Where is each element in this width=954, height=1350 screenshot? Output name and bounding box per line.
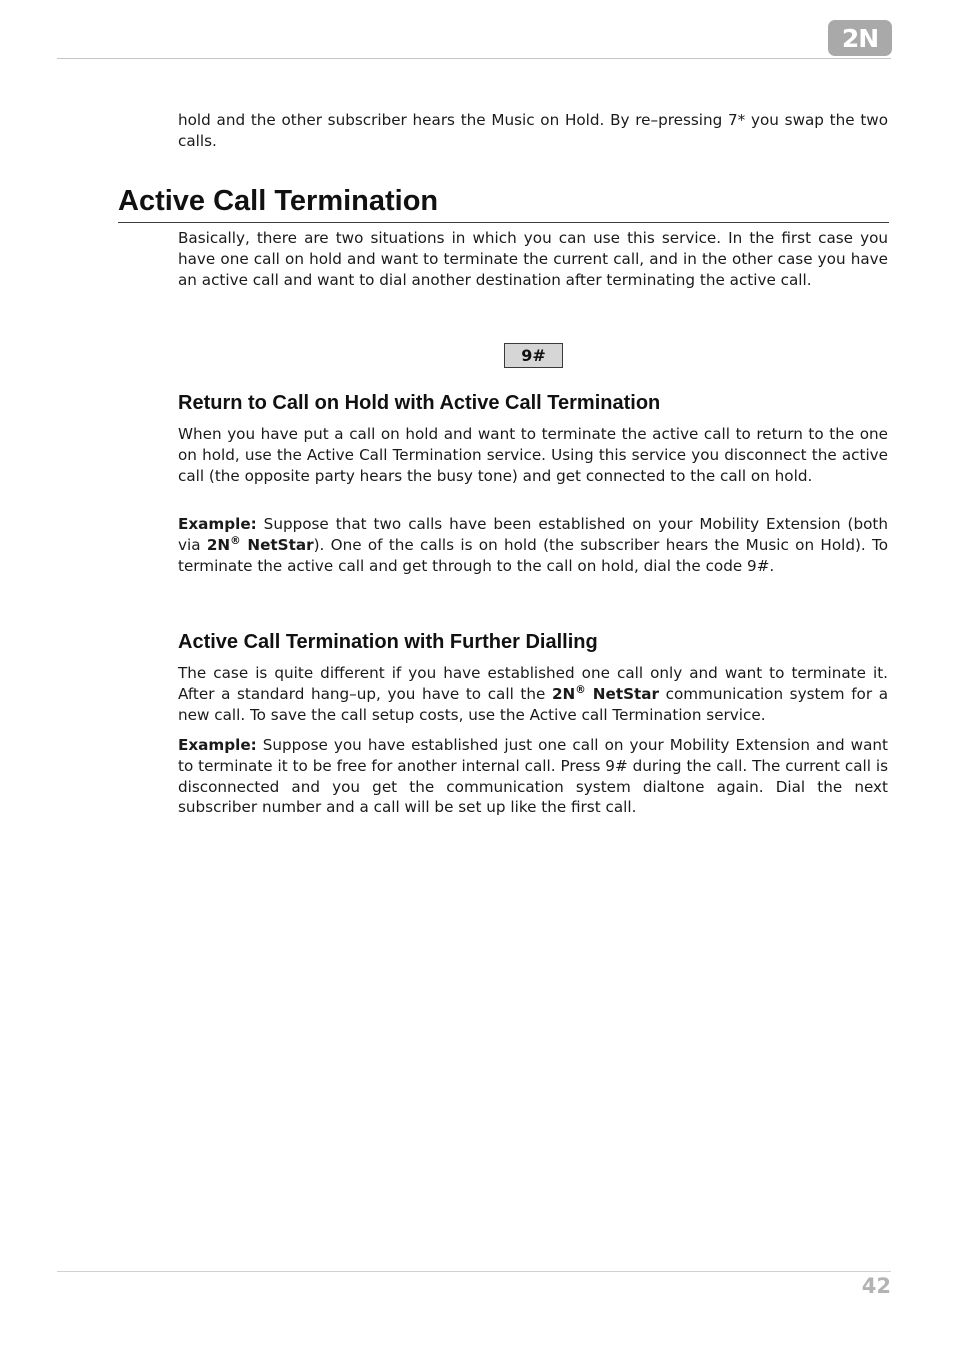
section-title: Active Call Termination (118, 185, 439, 217)
page-number: 42 (861, 1274, 891, 1298)
brand-logo (828, 20, 892, 56)
paragraph-text-end: communication system for a new call. To save the call setup costs, use the Active call Termination service. (178, 684, 888, 724)
subsection-dialling-paragraph (178, 663, 888, 725)
paragraph-text-start: The case is quite different if you have established one call only and want to terminate it. After a standard hang–up, you have to call the (178, 664, 888, 703)
example-text-end: ). One of the calls is on hold (the subscriber hears the Music on Hold). To terminate the active call and get through to the call on hold, dial the code 9#. (178, 535, 889, 575)
subsection-return-paragraph: When you have put a call on hold and want to terminate the active call to return to the one on hold, use the Active Call Termination service. Using this service you disconnect the active call (the opposite party hears the busy tone) and get connected to the call on hold. (178, 425, 888, 485)
dial-code-box (504, 343, 563, 368)
subsection-dialling-example (178, 735, 888, 818)
example-label: Example: (178, 736, 257, 754)
subsection-title-further-dialling: Active Call Termination with Further Dialling (178, 631, 598, 653)
footer-rule (57, 1271, 891, 1272)
product-name: NetStar (240, 535, 314, 554)
section-intro-paragraph: Basically, there are two situations in which you can use this service. In the first case you have one call on hold and want to terminate the current call, and in the other case you have an active call and want to dial another destination after terminating the active call. (178, 229, 888, 289)
subsection-title-return-to-hold: Return to Call on Hold with Active Call Termination (178, 392, 661, 414)
subsection-return-example (178, 514, 888, 576)
brand-name: 2N (206, 535, 231, 554)
registered-mark: ® (230, 534, 241, 547)
example-text-start: Suppose that two calls have been established on your Mobility Extension (both via (178, 515, 888, 554)
logo-text: 2N (841, 23, 879, 53)
product-name: NetStar (585, 684, 660, 703)
header-rule (57, 58, 891, 59)
intro-paragraph: hold and the other subscriber hears the Music on Hold. By re–pressing 7* you swap the two calls. (178, 111, 888, 150)
example-label: Example: (178, 515, 257, 533)
dial-code: 9# (521, 346, 546, 365)
example-text: Suppose you have established just one call on your Mobility Extension and want to terminate it to be free for another internal call. Press 9# during the call. The current call is disconnected and you get the communication system dialtone again. Dial the next subscriber number and a call will be set up like the first call. (178, 736, 888, 817)
section-title-rule (118, 222, 889, 223)
registered-mark: ® (575, 683, 586, 696)
brand-name: 2N (551, 684, 576, 703)
